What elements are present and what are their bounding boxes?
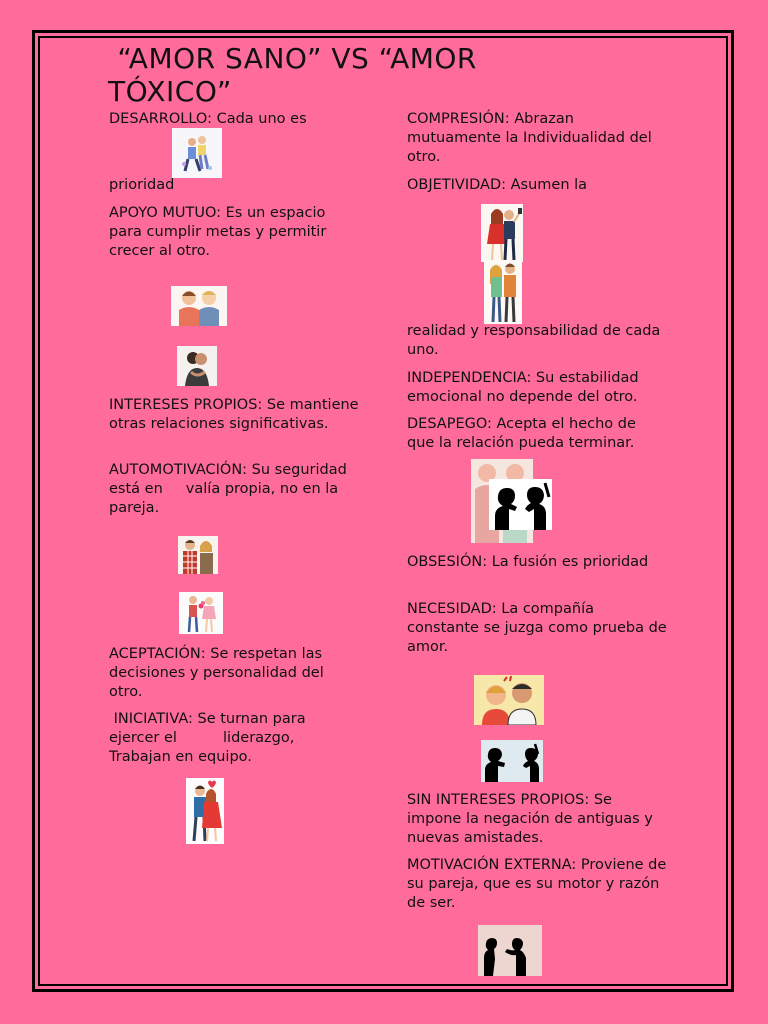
motivacion-externa-text: MOTIVACIÓN EXTERNA: Proviene de su pareja, que es su motor y razón de ser. bbox=[407, 857, 671, 911]
couple-breakup-silhouette-image bbox=[478, 925, 542, 976]
couple-embrace-hearts-image bbox=[186, 778, 224, 844]
objetividad-text: OBJETIVIDAD: Asumen la bbox=[407, 177, 588, 193]
compresion-text: COMPRESIÓN: Abrazan mutuamente la Individualidad del otro. bbox=[407, 111, 657, 165]
couple-arguing-silhouette-image bbox=[489, 479, 552, 530]
independencia-text: INDEPENDENCIA: Su estabilidad emocional no depende del otro. bbox=[407, 370, 644, 405]
page-title: “AMOR SANO” VS “AMOR TÓXICO” bbox=[108, 42, 477, 108]
intereses-propios-text: INTERESES PROPIOS: Se mantiene otras relaciones significativas. bbox=[109, 397, 364, 432]
desarrollo-text-cont: prioridad bbox=[109, 177, 175, 193]
couple-shouting-silhouette-image bbox=[481, 740, 543, 782]
necesidad-text: NECESIDAD: La compañía constante se juzga como prueba de amor. bbox=[407, 601, 672, 655]
apoyo-mutuo-text: APOYO MUTUO: Es un espacio para cumplir metas y permitir crecer al otro. bbox=[109, 205, 331, 259]
couple-standing-image bbox=[484, 260, 522, 324]
desarrollo-text: DESARROLLO: Cada uno es bbox=[109, 111, 307, 127]
obsesion-text: OBSESIÓN: La fusión es prioridad bbox=[407, 554, 649, 570]
couple-conflict-cartoon-image bbox=[474, 675, 544, 725]
couple-flowers-image bbox=[179, 592, 223, 634]
couple-hugging-image bbox=[177, 346, 217, 386]
couple-talking-image bbox=[171, 286, 227, 326]
automotivacion-text: AUTOMOTIVACIÓN: Su seguridad está en valía propia, no en la pareja. bbox=[109, 462, 352, 516]
sin-intereses-propios-text: SIN INTERESES PROPIOS: Se impone la negación de antiguas y nuevas amistades. bbox=[407, 792, 658, 846]
desapego-text: DESAPEGO: Acepta el hecho de que la relación pueda terminar. bbox=[407, 416, 641, 451]
objetividad-text-cont: realidad y responsabilidad de cada uno. bbox=[407, 323, 665, 358]
couple-smiling-image bbox=[178, 536, 218, 574]
aceptacion-text: ACEPTACIÓN: Se respetan las decisiones y personalidad del otro. bbox=[109, 646, 329, 700]
iniciativa-text: INICIATIVA: Se turnan para ejercer el liderazgo, Trabajan en equipo. bbox=[109, 711, 311, 765]
couple-selfie-image bbox=[481, 204, 523, 262]
couple-sitting-image bbox=[172, 128, 222, 178]
